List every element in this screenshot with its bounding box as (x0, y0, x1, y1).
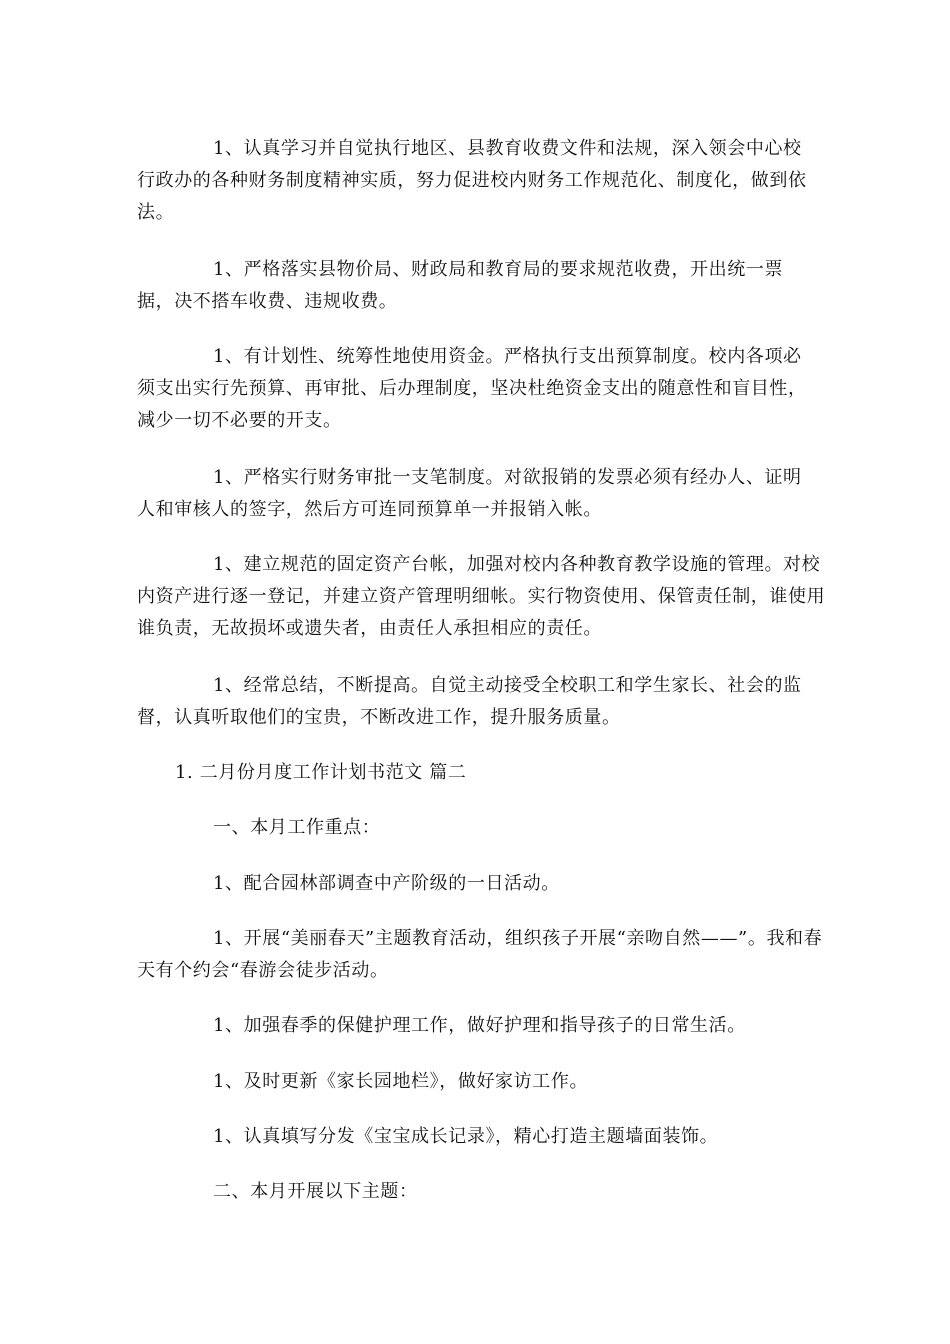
paragraph-parent-board: 1、及时更新《家长园地栏》，做好家访工作。 (213, 1071, 589, 1092)
section-heading-part-two: 1. 二月份月度工作计划书范文 篇二 (175, 762, 467, 783)
paragraph-standard-fees: 1、严格落实县物价局、财政局和教育局的要求规范收费，开出统一票据，决不搭车收费、违规收费。 (137, 259, 784, 312)
paragraph-health-care: 1、加强春季的保健护理工作，做好护理和指导孩子的日常生活。 (213, 1015, 746, 1036)
paragraph-finance-regulations: 1、认真学习并自觉执行地区、县教育收费文件和法规，深入领会中心校行政办的各种财务制度精神实质，努力促进校内财务工作规范化、制度化，做到依法。 (137, 138, 807, 223)
paragraph-supervision: 1、经常总结，不断提高。自觉主动接受全校职工和学生家长、社会的监督，认真听取他们的宝贵，不断改进工作，提升服务质量。 (137, 675, 802, 728)
paragraph-spring-theme: 1、开展“美丽春天”主题教育活动，组织孩子开展“亲吻自然——”。我和春天有个约会“春游会徒步活动。 (137, 928, 823, 981)
paragraph-fixed-assets: 1、建立规范的固定资产台帐，加强对校内各种教育教学设施的管理。对校内资产进行逐一登记，并建立资产管理明细帐。实行物资使用、保管责任制，谁使用谁负责，无故损坏或遗失者，由责任人承担相应的责任。 (137, 554, 826, 639)
subheading-monthly-themes: 二、本月开展以下主题： (213, 1181, 418, 1202)
subheading-monthly-focus: 一、本月工作重点： (213, 817, 381, 838)
paragraph-garden-survey: 1、配合园林部调查中产阶级的一日活动。 (213, 873, 560, 894)
paragraph-budget-spending: 1、有计划性、统筹性地使用资金。严格执行支出预算制度。校内各项必须支出实行先预算、再审批、后办理制度，坚决杜绝资金支出的随意性和盲目性，减少一切不必要的开支。 (137, 346, 807, 431)
paragraph-growth-record: 1、认真填写分发《宝宝成长记录》，精心打造主题墙面装饰。 (213, 1126, 719, 1147)
paragraph-approval-system: 1、严格实行财务审批一支笔制度。对欲报销的发票必须有经办人、证明人和审核人的签字，然后方可连同预算单一并报销入帐。 (137, 467, 802, 520)
